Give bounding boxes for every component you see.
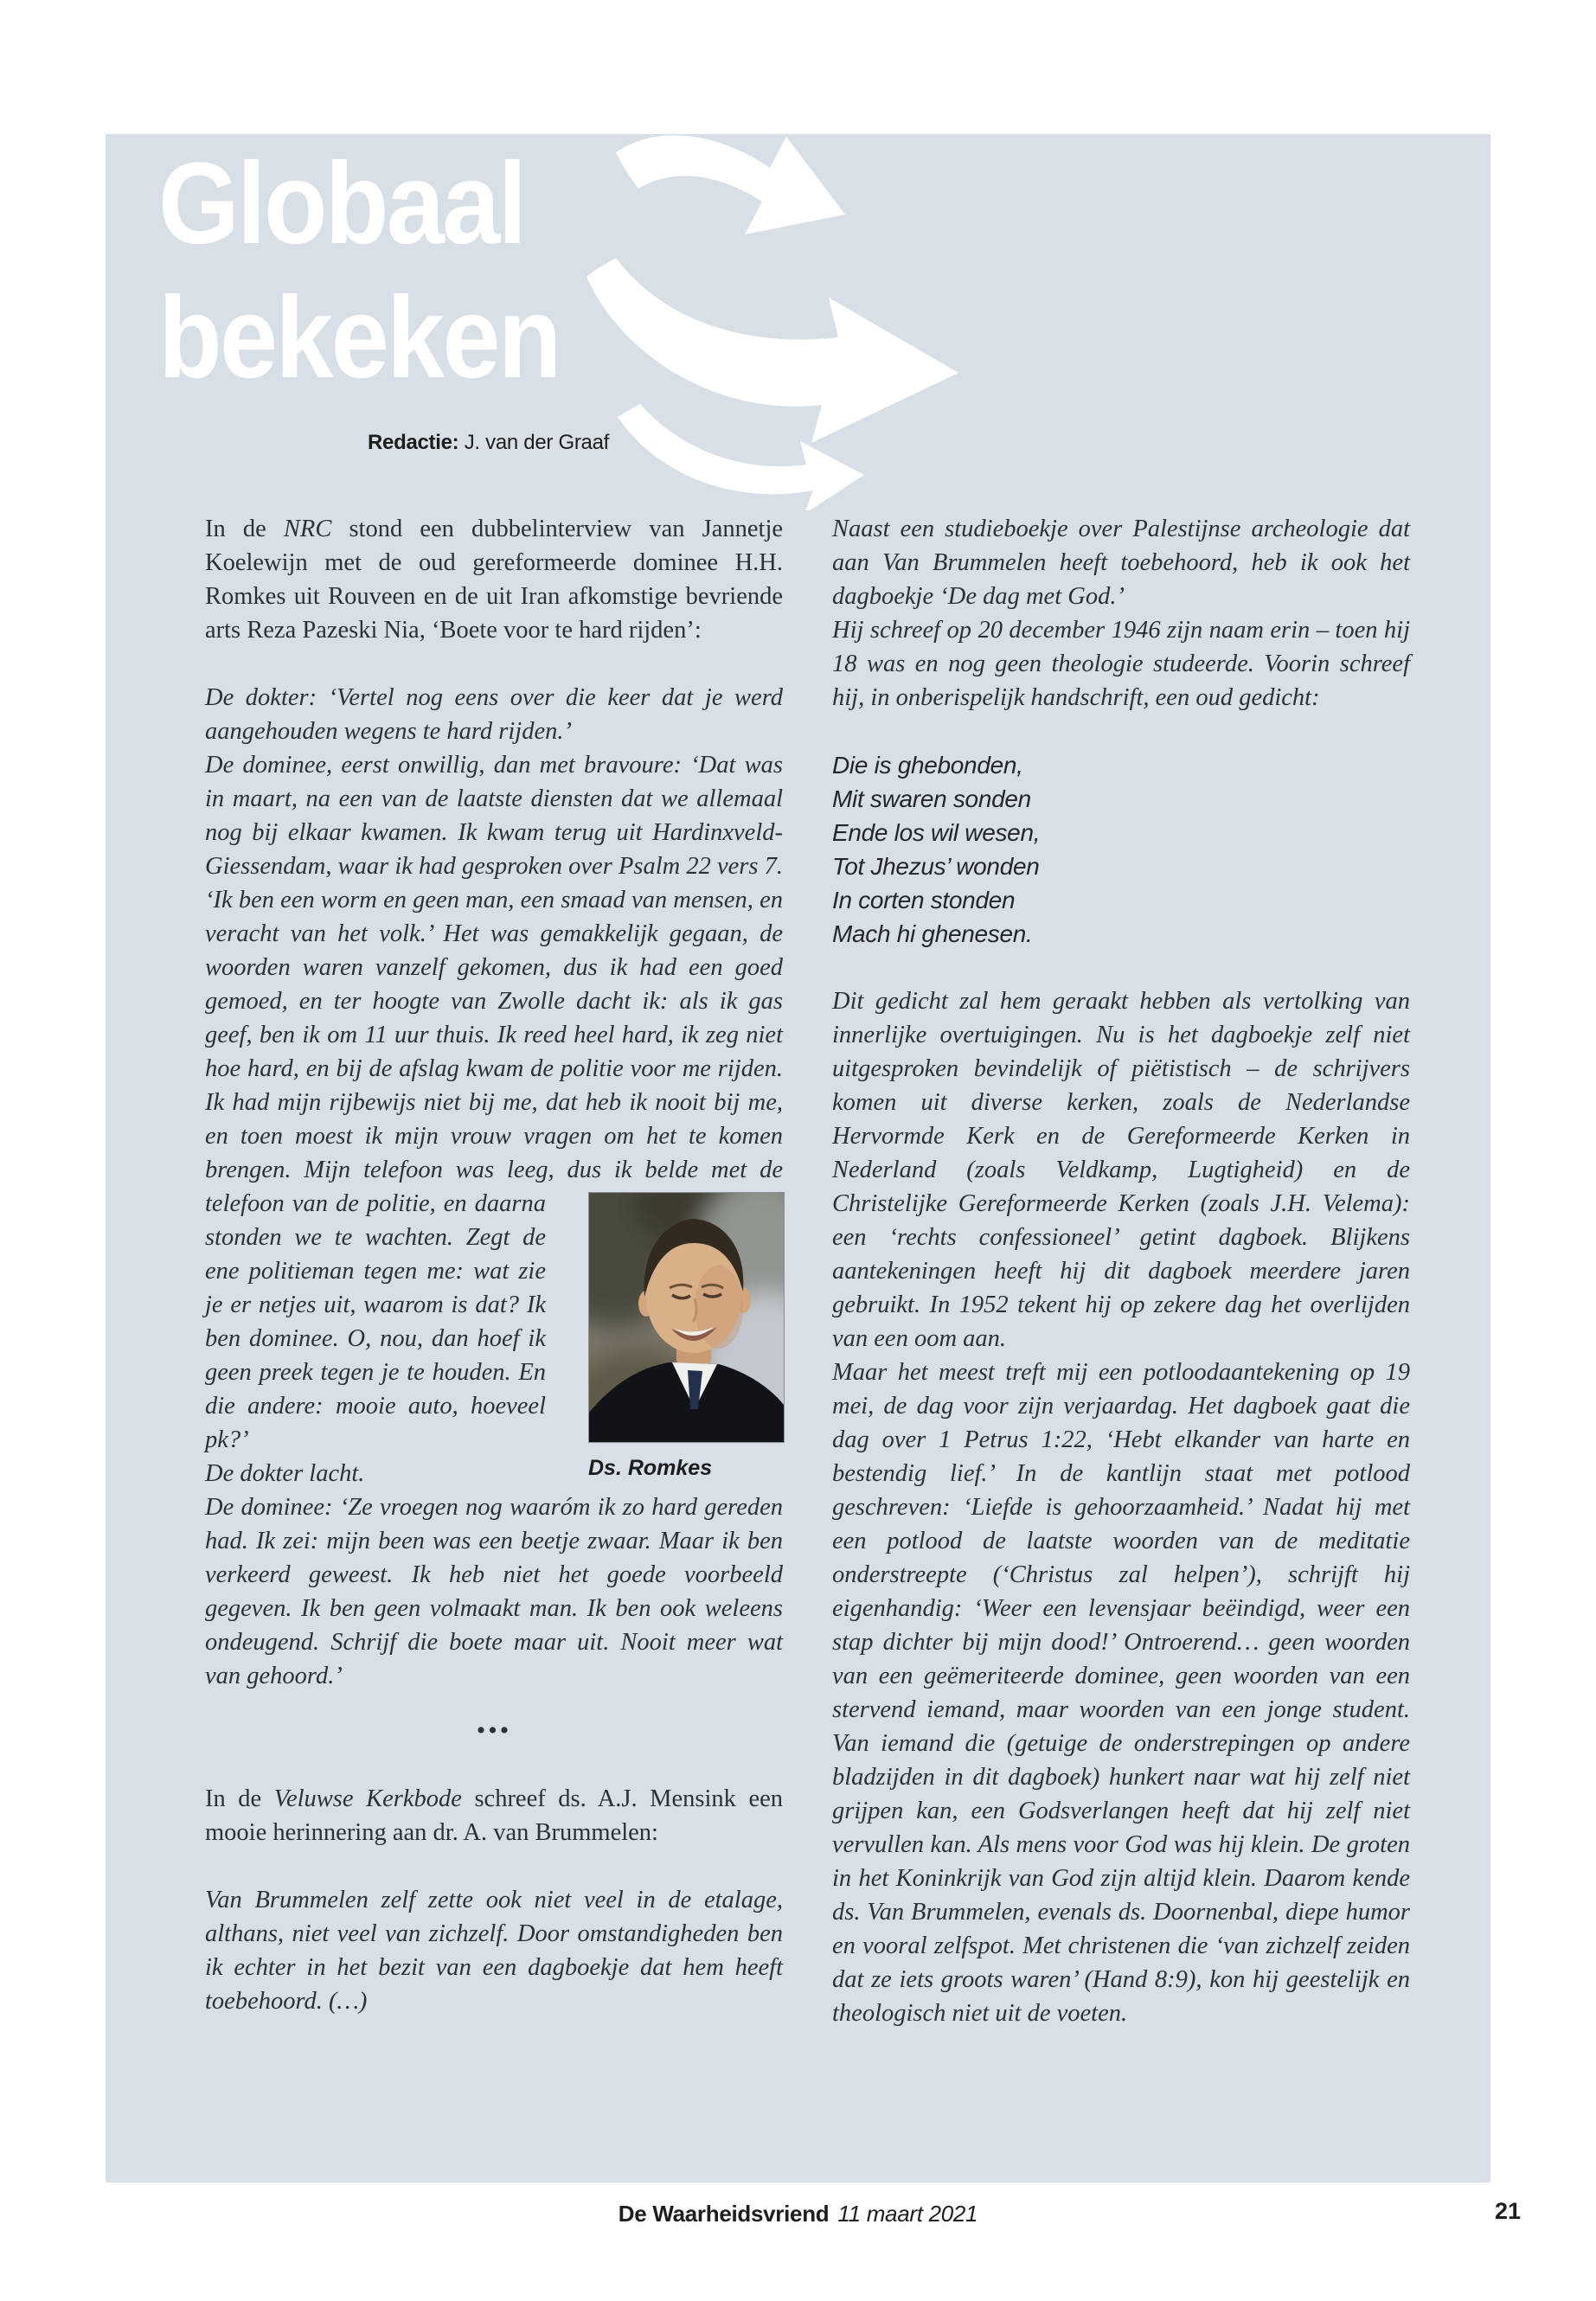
page-title-line1: Globaal [158,139,525,268]
column-right [832,512,1410,2030]
byline-name: J. van der Graaf [458,431,609,454]
paragraph-1946: Hij schreef op 20 december 1946 zijn naam erin – toen hij 18 was en nog geen theologie studeerde. Voorin schreef hij, in onberispelijk handschrift, een oud gedicht: [832,617,1410,711]
source-title-kerkbode: Veluwse Kerkbode [273,1785,462,1812]
globe-arrows-icon [543,130,1002,510]
paragraph-potlood: Maar het meest treft mij een potloodaantekening op 19 mei, de dag voor zijn verjaardag. Het dagboek gaat die dag over 1 Petrus 1:22, ‘Hebt elkander van harte en bestendig lief.’ In de kantlijn staat met potlood geschreven: ‘Liefde is gehoorzaamheid.’ Nadat hij met een potlood de laatste woorden van de meditatie onderstreepte (‘Christus zal helpen’), schrijft hij eigenhandig: ‘Weer een levensjaar beëindigd, weer een stap dichter bij mijn dood!’ Ontroerend… geen woorden van een geëmeriteerde dominee, geen woorden van een stervend iemand, maar woorden van een jonge student. Van iemand die (getuige de onderstrepingen op andere bladzijden in dit dagboek) hunkert naar wat hij zelf niet grijpen kan, een Godsverlangen heeft dat hij zelf niet vervullen kan. Als mens voor God was hij klein. De groten in het Koninkrijk van God zijn altijd klein. Daarom kende ds. Van Brummelen, evenals ds. Doornenbal, diepe humor en vooral zelfspot. Met christenen die ‘van zichzelf zeiden dat ze iets groots waren’ (Hand 8:9), kon hij geestelijk en theologisch niet uit de voeten. [832,1359,1410,2027]
paragraph-gedicht: Dit gedicht zal hem geraakt hebben als vertolking van innerlijke overtuigingen. Nu is het dagboekje zelf niet uitgesproken bevindelijk of piëtistisch – de schrijvers komen uit diverse kerken, zoals de Nederlandse Hervormde Kerk en de Gereformeerde Kerken in Nederland (zoals Veldkamp, Lugtigheid) en de Christelijke Gereformeerde Kerken (zoals J.H. Velema): een ‘rechts confessioneel’ getint dagboek. Blijkens aantekeningen heeft hij dit dagboek meerdere jaren gebruikt. In 1952 tekent hij op zekere dag het overlijden van een oom aan. [832,988,1410,1352]
byline [368,431,609,455]
photo-caption: Ds. Romkes [588,1456,713,1480]
blank-line [832,951,1410,984]
intro2-text: In de [205,1785,274,1812]
paragraph-studieboekje: Naast een studieboekje over Palestijnse archeologie dat aan Van Brummelen heeft toebehoord, heb ik ook het dagboekje ‘De dag met God.’ [832,516,1410,610]
column-left [205,512,783,2018]
blank-line [832,715,1410,748]
paragraph-intro-kerkbode [205,1782,783,1849]
page-footer [106,2201,1490,2227]
quote-doctor-laughs: De dokter lacht. [205,1460,365,1487]
section-separator: ••• [476,1716,512,1745]
intro2-text-continued: schreef ds. A.J. Mensink een mooie herinnering aan dr. A. van Brummelen: [205,1785,784,1846]
photo-block [565,1192,783,1481]
page-number: 21 [1494,2198,1521,2224]
paragraph-intro-nrc [205,512,783,647]
intro-text: In de [205,516,284,542]
blank-line [205,647,783,681]
poem-line: Mit swaren sonden [832,785,1031,812]
poem-line: Die is ghebonden, [832,752,1023,779]
poem-line: Ende los wil wesen, [832,819,1041,846]
intro-text-continued: stond een dubbelinterview van Jannetje Koelewijn met de oud gereformeerde dominee H.H. Romkes uit Rouveen en de uit Iran afkomstige bevriende arts Reza Pazeski Nia, ‘Boete voor te hard rijden’: [205,516,784,644]
page-title-line2: bekeken [158,273,560,402]
quote-part-2: van de politie, en daarna stonden we te wachten. Zegt de ene politieman tegen me: wat zie je er netjes uit, waarom is dat? Ik ben dominee. O, nou, dan hoef ik geen preek tegen je te houden. En die andere: mooie auto, hoeveel pk?’ [205,1190,547,1453]
blank-line [205,1849,783,1883]
quote-van-brummelen: Van Brummelen zelf zette ook niet veel in de etalage, althans, niet veel van zichzelf. Door omstandigheden ben ik echter in het bezit van een dagboekje dat hem heeft toebehoord. (…) [205,1887,783,2015]
old-poem [832,748,1410,951]
poem-line: In corten stonden [832,887,1016,913]
quote-part-1: De dominee, eerst onwillig, dan met bravoure: ‘Dat was in maart, na een van de laatste diensten dat we allemaal nog bij elkaar kwamen. Ik kwam terug uit Hardinxveld-Giessendam, waar ik had gesproken over Psalm 22 vers 7. ‘Ik ben een worm en geen man, een smaad van mensen, en veracht van het volk.’ Het was gemakkelijk gegaan, de woorden waren vanzelf gekomen, dus ik had een goed gemoed, en ter hoogte van Zwolle dacht ik: als ik gas geef, ben ik om 11 uur thuis. Ik reed heel hard, ik zeg niet hoe hard, en bij de afslag kwam de politie voor me rijden. Ik had mijn rijbewijs niet bij me, dat heb ik nooit bij me, en toen moest ik mijn vrouw vragen om het te komen brengen. Mijn telefoon was leeg, dus ik belde met de telefoon [205,752,783,1217]
byline-label: Redactie: [368,431,459,454]
poem-line: Tot Jhezus’ wonden [832,853,1040,880]
source-title-nrc: NRC [283,516,332,542]
issue-date: 11 maart 2021 [837,2201,978,2227]
quote-doctor: De dokter: ‘Vertel nog eens over die keer dat je werd aangehouden wegens te hard rijden.’ [205,684,783,745]
page-title [158,137,560,405]
magazine-name: De Waarheidsvriend [618,2201,830,2227]
portrait-photo [588,1192,785,1443]
poem-line: Mach hi ghenesen. [832,920,1033,947]
quote-dominee-2: De dominee: ‘Ze vroegen nog waaróm ik zo hard gereden had. Ik zei: mijn been was een beetje zwaar. Maar ik ben verkeerd geweest. Ik heb niet het goede voorbeeld gegeven. Ik ben geen volmaakt man. Ik ben ook weleens ondeugend. Schrijf die boete maar uit. Nooit meer wat van gehoord.’ [205,1494,783,1689]
